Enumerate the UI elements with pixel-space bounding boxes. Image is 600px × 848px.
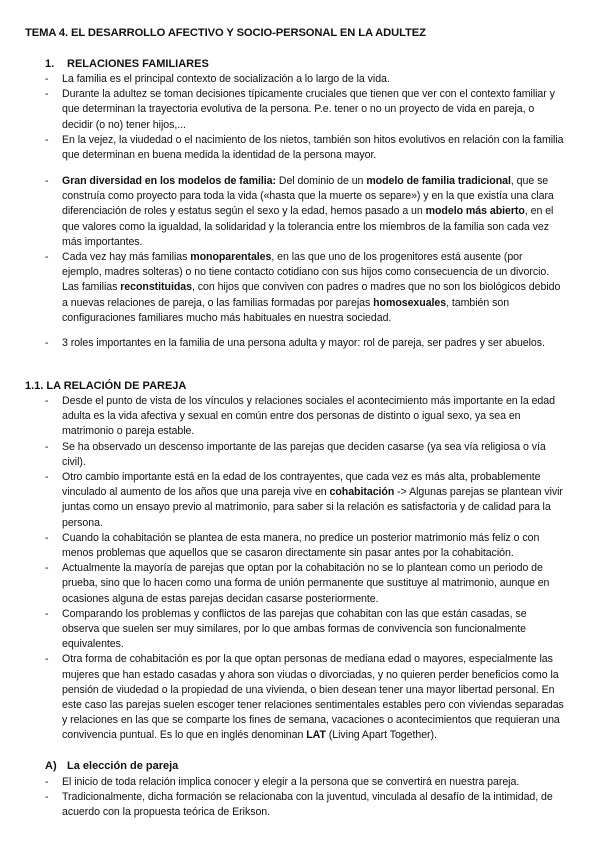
text-run: , con hijos que conviven con padres o madres que no son los biológicos debido a nuevas relaciones de pareja, o las familias formadas por parejas [62,281,561,309]
text-run: , también son configuraciones familiares mucho más habituales en nuestra sociedad. [62,296,510,324]
bold-term: homosexuales [373,296,447,309]
list-item: - Se ha observado un descenso importante de las parejas que deciden casarse (ya sea vía religiosa o vía civil). [45,440,565,470]
bold-term: LAT [306,729,326,742]
text-run: , en el que valores como la igualdad, la solidaridad y la tolerancia entre los miembros de la familia son cada vez más importantes. [62,205,554,248]
list-item-diversidad [45,174,565,250]
section-heading-eleccion-pareja [45,760,178,772]
section-number: 1. [45,58,55,70]
list-item: - Cuando la cohabitación se plantea de esta manera, no predice un posterior matrimonio más feliz o con menos problemas que aquellos que se casaron directamente sin pasar antes por la cohabitación. [45,531,565,561]
roles-list [45,336,565,351]
list-item: - El inicio de toda relación implica conocer y elegir a la persona que se convertirá en nuestra pareja. [45,775,565,790]
list-item: - Actualmente la mayoría de parejas que optan por la cohabitación no se lo plantean como un periodo de prueba, sino que lo hacen como una forma de unión permanente que sustituye al matrimonio, aunque en ocasiones alguna de estas parejas decidan casarse posteriormente. [45,561,565,607]
bold-lead: Gran diversidad en los modelos de familia: [62,175,276,187]
list-item: - La familia es el principal contexto de socialización a lo largo de la vida. [45,72,565,87]
list-item [45,470,565,531]
list-item [45,652,565,743]
text-run: Del dominio de un [275,175,367,187]
bold-term: modelo más abierto [425,205,525,218]
list-item-roles: - 3 roles importantes en la familia de una persona adulta y mayor: rol de pareja, ser padres y ser abuelos. [45,336,565,351]
familia-bullet-list [45,72,565,163]
section-heading-relaciones-familiares [45,58,209,70]
list-item-monoparentales [45,250,565,326]
text-run: Cada vez hay más familias [62,251,191,264]
bold-term: reconstituidas [120,281,192,294]
section-title: La elección de pareja [67,760,179,772]
bold-term: modelo de familia tradicional [366,175,511,187]
bold-term: cohabitación [329,486,395,499]
section-letter: A) [45,760,57,772]
list-item: - En la vejez, la viudedad o el nacimiento de los nietos, también son hitos evolutivos en relación con la familia que determinan en buena medida la identidad de la persona mayor. [45,133,565,163]
list-item: - Durante la adultez se toman decisiones típicamente cruciales que tienen que ver con el contexto familiar y que determinan la trayectoria evolutiva de la persona. P.e. tener o no un proyecto de vida en pareja, o decidir (o no) tener hijos,... [45,87,565,133]
text-run: , en las que uno de los progenitores está ausente (por ejemplo, madres solteras) o no tiene contacto cotidiano con sus hijos como consecuencia de un divorcio. Las familias [62,251,550,294]
text-run: Otra forma de cohabitación es por la que optan personas de mediana edad o mayores, especialmente las mujeres que han estado casadas y ahora son viudas o divorciadas, y no quieren perder beneficios como la pensión de viudedad o la propiedad de una vivienda, o bien desean tener una mayor libertad personal. En este caso las parejas suelen escoger tener relaciones sentimentales estables pero con viviendas separadas y relaciones en las que se comparte los fines de semana, vacaciones o acontecimientos que requieran una convivencia puntual. Es lo que en inglés denominan [62,653,564,742]
text-run: , que se construía como proyecto para toda la vida («hasta que la muerte os separe») y en la que existía una clara diferenciación de roles y estatus según el sexo y la edad, hemos pasado a un [62,175,554,218]
document-title: TEMA 4. EL DESARROLLO AFECTIVO Y SOCIO-PERSONAL EN LA ADULTEZ [25,27,426,39]
text-run: -> Algunas parejas se plantean vivir juntas como un ensayo previo al matrimonio, para saber si la relación es satisfactoria y de calidad para la persona. [62,486,563,529]
modelos-familia-list [45,174,565,326]
list-item: - Desde el punto de vista de los vínculos y relaciones sociales el acontecimiento más importante en la edad adulta es la vida afectiva y sexual en común entre dos personas de distinto o igual sexo, ya sea en matrimonio o pareja estable. [45,394,565,440]
text-run: Otro cambio importante está en la edad de los contrayentes, que cada vez es más alta, probablemente vinculado al aumento de los años que una pareja vive en [62,471,541,499]
list-item: - Tradicionalmente, dicha formación se relacionaba con la juventud, vinculada al desafío de la intimidad, de acuerdo con la propuesta teórica de Erikson. [45,790,565,820]
bold-term: monoparentales [190,251,272,264]
eleccion-pareja-list [45,775,565,821]
list-item: - Comparando los problemas y conflictos de las parejas que cohabitan con las que están casadas, se observa que suelen ser muy similares, por lo que ambas formas de convivencia son funcionalmente equivalentes. [45,607,565,653]
relacion-pareja-list [45,394,565,744]
text-run: (Living Apart Together). [325,729,437,742]
section-title: RELACIONES FAMILIARES [67,58,209,70]
section-heading-relacion-pareja: 1.1. LA RELACIÓN DE PAREJA [25,380,187,392]
